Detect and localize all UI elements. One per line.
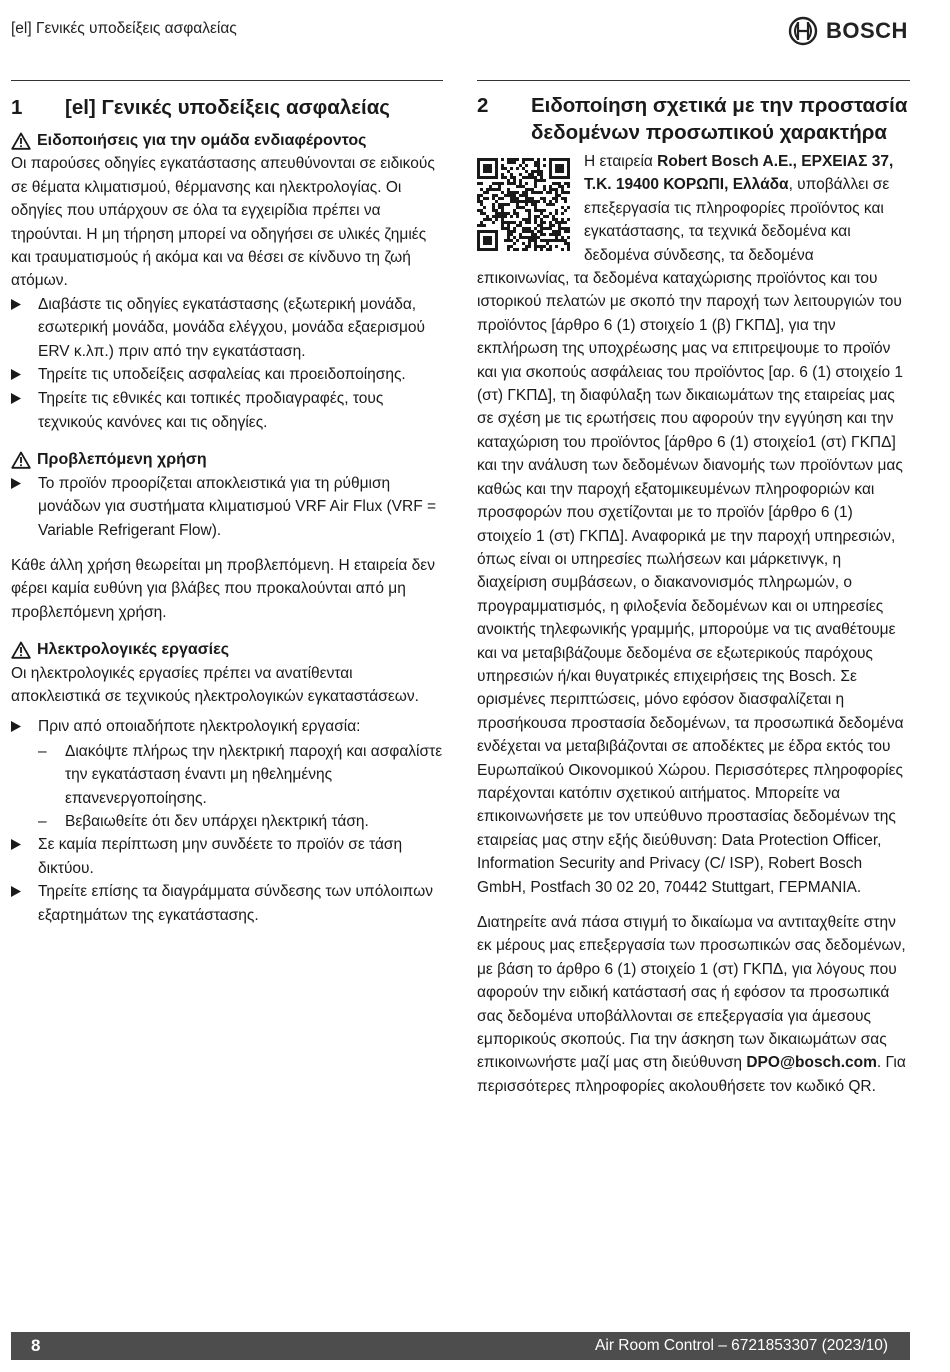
warning-triangle-icon xyxy=(11,641,31,659)
objection-body: Διατηρείτε ανά πάσα στιγμή το δικαίωμα να αντιταχθείτε στην εκ μέρους μας επεξεργασία των προσωπικών σας δεδομένων, με βάση το άρθρο 6 (1) στοιχείο 1 (στ) ΓΚΠΔ, για λόγους που αφορούν την ειδική κατάστασή σας ή εφόσον τα προσωπικά σας δεδομένα υποβάλλονται σε επεξεργασία για άμεσους εμπορικούς σκοπούς. Για την άσκηση των δικαιωμάτων σας επικοινωνήστε μαζί μας στη διεύθυνση xyxy=(477,914,906,1072)
bullet-arrow-icon xyxy=(11,472,38,542)
dash-marker: – xyxy=(38,742,47,760)
warning-electrical-work xyxy=(11,638,443,661)
section-1-heading xyxy=(11,94,443,121)
bosch-armature-icon xyxy=(788,16,818,46)
qr-code-icon[interactable] xyxy=(477,158,570,258)
dash-marker: – xyxy=(38,812,47,830)
list-item: Το προϊόν προορίζεται αποκλειστικά για τη ρύθμιση μονάδων για συστήματα κλιματισμού VRF Air Flux (VRF = Variable Refrigerant Flow). xyxy=(11,472,443,542)
objection-right-text xyxy=(477,911,910,1098)
warning-triangle-icon xyxy=(11,132,31,150)
bullet-arrow-icon xyxy=(11,833,38,880)
warning-electrical-heading: Ηλεκτρολογικές εργασίες xyxy=(37,641,230,659)
objection-end: . Για περισσότερες πληροφορίες ακολουθήσετε τον κωδικό QR. xyxy=(477,1054,906,1095)
privacy-notice-text xyxy=(477,150,910,899)
section-1-column xyxy=(11,92,443,927)
page-footer xyxy=(11,1332,910,1360)
bullet-arrow-icon xyxy=(11,880,38,927)
section-2-number: 2 xyxy=(477,94,489,117)
bullet-arrow-icon xyxy=(11,715,38,739)
warning-triangle-icon xyxy=(11,451,31,469)
intro-text: Η εταιρεία xyxy=(584,153,658,170)
list-item: Τηρείτε επίσης τα διαγράμματα σύνδεσης των υπόλοιπων εξαρτημάτων της εγκατάστασης. xyxy=(11,880,443,927)
section-2-column xyxy=(477,92,910,1098)
sub-list-item: – Διακόψτε πλήρως την ηλεκτρική παροχή και ασφαλίστε την εγκατάσταση έναντι μη ηθελημένης επανενεργοποίησης. xyxy=(11,740,443,810)
warning-target-group-heading: Ειδοποιήσεις για την ομάδα ενδιαφέροντος xyxy=(37,132,367,149)
warning-intended-use xyxy=(11,448,443,471)
page-number: 8 xyxy=(31,1336,41,1355)
list-item: Τηρείτε τις υποδείξεις ασφαλείας και προειδοποίησης. xyxy=(11,363,443,387)
section-2-heading xyxy=(477,92,910,146)
bullet-arrow-icon xyxy=(11,293,38,363)
brand-name: BOSCH xyxy=(826,18,908,43)
bosch-logo xyxy=(788,16,908,46)
sub-list-item: – Βεβαιωθείτε ότι δεν υπάρχει ηλεκτρική τάση. xyxy=(11,810,443,833)
bullet-arrow-icon xyxy=(11,387,38,434)
privacy-body: , υποβάλλει σε επεξεργασία τις πληροφορίες προϊόντος και εγκατάστασης, τα τεχνικά δεδομένα και δεδομένα σύνδεσης, τα δεδομένα επικοινωνίας, τα δεδομένα καταχώρισης προϊόντος και του ιστορικού πελατών με σκοπό την παροχή των λειτουργιών του προϊόντος [άρθρο 6 (1) στοιχείο 1 (β) ΓΚΠΔ], για την εκπλήρωση της υποχρέωσης μας να επιτρεψουμε το προϊόν και για σκοπούς ασφάλειας του προϊόντος [αρ. 6 (1) στοιχείο 1 (στ) ΓΚΠΔ], τη διαφύλαξη των δικαιωμάτων της εταιρείας μας σε σχέση με τις ερωτήσεις που αφορούν την εγγύηση και την καταχώριση του προϊόντος [άρθρο 6 (1) στοιχείο1 (στ) ΓΚΠΔ] και την ανάλυση των δεδομένων διανομής των προϊόντων μας καθώς και την παροχή εξατομικευμένων πληροφοριών και προσφορών που σχετίζονται με το προϊόν [άρθρο 6 (1) στοιχείο 1 (στ) ΓΚΠΔ]. Αναφορικά με την παροχή υπηρεσιών, όπως είναι οι υπηρεσίες πωλήσεων και μάρκετινγκ, η διαχείριση συμβάσεων, ο διακανονισμός πληρωμών, ο προγραμματισμός, η φιλοξενία δεδομένων και οι υπηρεσίες ανοικτής τηλεφωνικής γραμμής, μπορούμε να τις αναθέτουμε και να μεταβιβάζουμε δεδομένα σε εξωτερικούς παρόχους υπηρεσιών ή/και θυγατρικές επιχειρήσεις της Bosch. Σε ορισμένες περιπτώσεις, μόνο εφόσον διασφαλίζεται η προσήκουσα προστασία δεδομένων, τα προσωπικά δεδομένα ενδέχεται να μεταβιβάζονται σε αποδέκτες με έδρα εκτός του Ευρωπαϊκού Οικονομικού Χώρου. Περισσότερες πληροφορίες παρέχονται κατόπιν σχετικού αιτήματος. Μπορείτε να επικοινωνήσετε με τον υπεύθυνο προστασίας δεδομένων της εταιρείας μας στην εξής διεύθυνση: Data Protection Officer, Information Security and Privacy (C/ ISP), Robert Bosch GmbH, Postfach 30 02 20, 70442 Stuttgart, ΓΕΡΜΑΝΙΑ. xyxy=(477,176,904,896)
dpo-email-link[interactable]: DPO@bosch.com xyxy=(746,1054,877,1072)
section-1-title: [el] Γενικές υποδείξεις ασφαλείας xyxy=(65,96,390,119)
list-item: Σε καμία περίπτωση μην συνδέετε το προϊόν σε τάση δικτύου. xyxy=(11,833,443,880)
intended-use-text: Κάθε άλλη χρήση θεωρείται μη προβλεπόμενη. Η εταιρεία δεν φέρει καμία ευθύνη για βλάβες που προκαλούνται από μη προβλεπόμενη χρήση. xyxy=(11,556,435,621)
bullet-arrow-icon xyxy=(11,363,38,387)
section-2-title: Ειδοποίηση σχετικά με την προστασία δεδομένων προσωπικού χαρακτήρα xyxy=(531,94,908,144)
warning-target-group xyxy=(11,129,443,152)
company-address: Robert Bosch A.E., ΕΡΧΕΙΑΣ 37, Τ.Κ. 19400 ΚΟΡΩΠΙ, Ελλάδα xyxy=(584,153,894,194)
left-column-rule xyxy=(11,80,443,81)
list-item: Διαβάστε τις οδηγίες εγκατάστασης (εξωτερική μονάδα, εσωτερική μονάδα, μονάδα ελέγχου, μονάδα εξαερισμού ERV κ.λπ.) πριν από την εγκατάσταση. xyxy=(11,293,443,363)
right-column-rule xyxy=(477,80,910,81)
target-group-text: Οι παρούσες οδηγίες εγκατάστασης απευθύνονται σε ειδικούς σε θέματα κλιματισμού, θέρμανσης και ηλεκτρολογίας. Οι οδηγίες που υπάρχουν σε όλα τα εγχειρίδια πρέπει να τηρούνται. Η μη τήρηση μπορεί να οδηγήσει σε υλικές ζημιές και τραυματισμούς ή ακόμα και να θέσει σε κίνδυνο τη ζωή ατόμων. xyxy=(11,155,435,290)
running-header: [el] Γενικές υποδείξεις ασφαλείας xyxy=(11,20,237,37)
document-reference: Air Room Control – 6721853307 (2023/10) xyxy=(595,1337,888,1354)
electrical-work-text: Οι ηλεκτρολογικές εργασίες πρέπει να ανατίθενται αποκλειστικά σε τεχνικούς ηλεκτρολογικών εγκαταστάσεων. xyxy=(11,664,419,705)
section-1-number: 1 xyxy=(11,96,23,119)
list-item: Τηρείτε τις εθνικές και τοπικές προδιαγραφές, τους τεχνικούς κανόνες και τις οδηγίες. xyxy=(11,387,443,434)
list-item: Πριν από οποιαδήποτε ηλεκτρολογική εργασία: xyxy=(11,715,443,739)
warning-intended-use-heading: Προβλεπόμενη χρήση xyxy=(37,451,207,469)
